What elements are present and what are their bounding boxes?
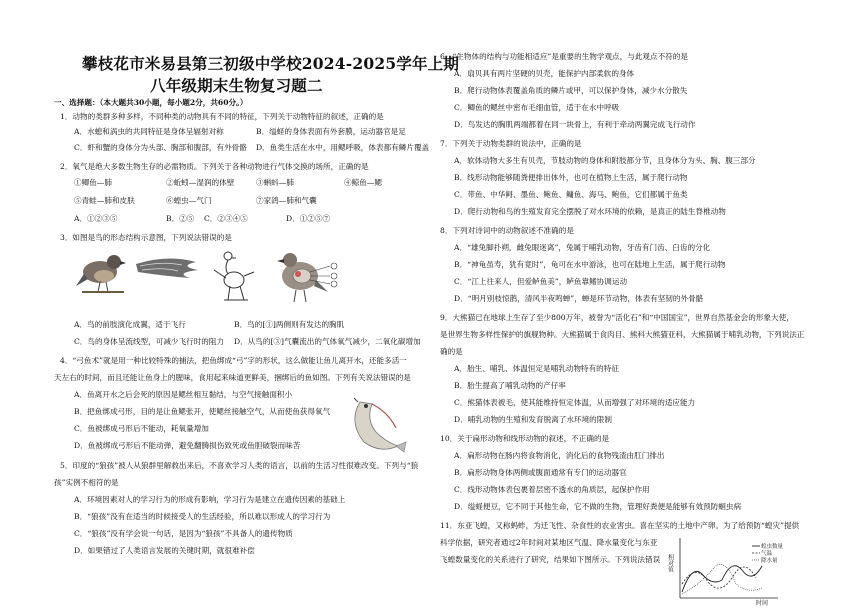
q11-stem-1: 11．东亚飞蝗，又称蚂蚱，为迁飞性、杂食性的农业害虫。喜在坚实的土地中产卵。为了给预防“蝗灾”提供 — [440, 521, 800, 530]
q2-item-7: ⑦家鸽—肺和气囊 — [256, 196, 317, 205]
q7-option-a: A．软体动物大多生有贝壳，节肢动物的身体和附肢都分节，且身体分为头、胸、腹三部分 — [454, 156, 756, 165]
q2-item-6: ⑥蝗虫—气门 — [166, 196, 212, 205]
q9-option-c: C．熊猫体表被毛，使其能维持恒定体温，从而增强了对环境的适应能力 — [454, 398, 696, 407]
q8-option-d: D．“明月别枝惊鹊，清风半夜鸣蝉”，蝉是环节动物，体表有坚韧的外骨骼 — [454, 294, 704, 303]
chart-legend-temperature: 气温 — [761, 551, 773, 557]
q9-option-d: D．哺乳动物的生殖和发育脱离了水环境的限制 — [454, 415, 612, 424]
q8-option-b: B．“神龟虽寿，犹有竟时”，龟可在水中游泳，也可在陆地上生活，属于爬行动物 — [454, 260, 726, 269]
q4-option-d: D．鱼被绑成弓形后不能动弹，避免翻腾损伤致死或鱼胆破裂而味苦 — [74, 441, 301, 450]
q10-option-a: A．扁形动物在肠内将食物消化，消化后的食物残渣由肛门排出 — [454, 451, 665, 460]
q7-option-d: D．爬行动物和鸟的生殖发育完全摆脱了对水环境的依赖，是真正的陆生脊椎动物 — [454, 207, 726, 216]
q6-option-a: A．扇贝具有两片坚硬的贝壳，能保护内部柔软的身体 — [454, 69, 635, 78]
q6-option-c: C．鲫鱼的鳃丝中密布毛细血管，适于在水中呼吸 — [454, 103, 620, 112]
q10-option-b: B．扁形动物身体两侧或腹面通常有专门的运动器官 — [454, 468, 627, 477]
title-line-2: 八年级期末生物复习题二 — [150, 76, 323, 95]
bird-internal-image — [277, 253, 337, 302]
q10-option-c: C．线形动物体表包裹着层密不透水的角质层，起保护作用 — [454, 485, 650, 494]
q1-option-b: B．缢蛏的身体表面有外套膜，运动器官是足 — [256, 127, 406, 136]
q3-option-a: A．鸟的前肢演化成翼，适于飞行 — [74, 320, 186, 329]
title-line-1: 攀枝花市米易县第三初级中学校2024-2025学年上期 — [82, 54, 460, 73]
q9-option-a: A．胎生、哺乳、体温恒定是哺乳动物特有的特征 — [454, 364, 619, 373]
q3-option-d: D．从鸟的[③]气囊流出的气体氧气减少，二氧化碳增加 — [234, 337, 421, 346]
chart-legend — [752, 542, 784, 564]
section-heading: 一、选择题：（本大题共30小题，每小题2分，共60分。） — [54, 98, 248, 107]
bird-skeleton-image — [214, 252, 254, 300]
q2-option-b: B．②⑤ — [166, 214, 195, 223]
q1-option-a: A．水螅和涡虫的共同特征是身体呈辐射对称 — [74, 127, 224, 136]
q1-option-c: C．虾和蟹的身体分为头部、胸部和腹部，有外骨骼 — [74, 143, 247, 152]
chart-legend-locust: 蝗虫数量 — [761, 544, 784, 550]
chart-ylabel: 相对值 — [666, 554, 674, 572]
q9-option-b: B．胎生提高了哺乳动物的产仔率 — [454, 381, 566, 390]
q2-item-2: ②蚯蚓—湿润的体壁 — [166, 178, 235, 187]
q9-stem-1: 9．大熊猫已在地球上生存了至少800万年，被誉为“活化石”和“中国国宝”，世界自然基金会的形象大使， — [440, 313, 794, 322]
q6-option-b: B．爬行动物体表覆盖角质的鳞片或甲，可以保护身体，减少水分散失 — [454, 86, 688, 95]
q7-option-b: B．线形动物能够随粪便排出体外，也可在植物上生活，属于爬行动物 — [454, 173, 688, 182]
q10-stem: 10．关于扁形动物和线形动物的叙述，不正确的是 — [440, 434, 610, 443]
q3-option-c: C．鸟的身体呈流线型，可减少飞行时的阻力 — [74, 337, 225, 346]
q2-option-c: C．②③④⑤ — [204, 214, 248, 223]
bird-structure-figure — [78, 246, 348, 308]
chart-legend-rainfall: 降水量 — [761, 558, 778, 564]
q9-stem-3: 确的是 — [440, 347, 463, 356]
bird-wing-image — [136, 258, 198, 278]
q5-option-c: C．“狼孩”没有学会说一句话，是因为“狼孩”不具备人的遗传物质 — [74, 529, 293, 538]
q5-option-b: B．“狼孩”没有在适当的时候接受人的生活经验，所以难以形成人的学习行为 — [74, 512, 331, 521]
q2-item-3: ③蝌蚪—肺 — [256, 178, 294, 187]
q2-option-d: D．①②⑤⑦ — [286, 214, 331, 223]
q9-stem-2: 是世界生物多样性保护的旗舰物种。大熊猫属于食肉目、熊科大熊猫亚科，大熊猫属于哺乳动物，下列说法正 — [440, 330, 805, 339]
q7-stem: 7．下列关于动物类群的说法中，正确的是 — [440, 139, 582, 148]
q5-option-a: A．环境因素对人的学习行为的形成有影响，学习行为是建立在遗传因素的基础上 — [74, 495, 346, 504]
q2-item-5: ⑤青蛙—肺和皮肤 — [74, 196, 135, 205]
perched-bird-image — [76, 255, 126, 292]
q7-option-c: C．带鱼、中华鲟、墨鱼、鲍鱼、鳙鱼、海马、鲍鱼，它们都属于鱼类 — [454, 190, 688, 199]
q11-stem-2: 科学依据，研究者通过2年时间对某地区气温、降水量变化与东亚 — [440, 538, 658, 547]
q5-stem-1: 5．印度的“狼孩”被人从狼群里解救出来后，不喜欢学习人类的语言，以前的生活习性很难改变。下列与“狼 — [60, 461, 419, 470]
q8-option-c: C．“江上往来人，但爱鲈鱼美”，鲈鱼靠鳍协调运动 — [454, 277, 628, 286]
q2-item-1: ①鲫鱼—肺 — [74, 178, 112, 187]
q4-option-b: B．把鱼绑成弓形，目的是让鱼鳃张开，使鳃丝接触空气，从而使鱼获得氧气 — [74, 407, 331, 416]
bow-fish-figure — [346, 392, 410, 458]
q2-stem: 2．氧气是绝大多数生物生存的必需物质。下列关于各种动物进行气体交换的场所，正确的是 — [60, 162, 369, 171]
q1-option-d: D．鱼类生活在水中，用鳃呼吸，体表都有鳞片覆盖 — [256, 143, 430, 152]
q3-option-b: B．鸟的[①]两侧则有发达的胸肌 — [234, 320, 345, 329]
q10-option-d: D．缢蛏便豆，它不同于其他生命，它不做的生物，管理好粪便是能够有效预防蛔虫病 — [454, 502, 742, 511]
q5-option-d: D．如果错过了人类语言发展的关键时期，就很难补偿 — [74, 546, 255, 555]
q4-option-c: C．鱼被绑成弓形后不能动，耗氧量增加 — [74, 424, 209, 433]
q4-option-a: A．鱼离开水之后会死的原因是鳃丝相互黏结，与空气接触面积小 — [74, 390, 293, 399]
q3-stem: 3．如图是鸟的形态结构示意图，下列说法错误的是 — [60, 233, 232, 242]
q8-stem: 8．下列对诗词中的动物叙述不准确的是 — [440, 226, 574, 235]
q4-stem-1: 4．“弓鱼术”就是用一种比较特殊的捕法，把鱼绑成“弓”字的形状，这么做能让鱼儿离开水，还能多活一 — [60, 356, 407, 365]
q6-option-d: D．鸟发达的胸肌两端都着在同一块骨上，有利于牵动两翼完成飞行动作 — [454, 120, 696, 129]
q2-option-a: A．①②③⑤ — [74, 214, 118, 223]
q4-stem-2: 天左右的时间，而且还能让鱼身上的腥味，食用起来味道更鲜美，捆绑后的鱼如图。下列有关说法错误的是 — [54, 373, 411, 382]
q5-stem-2: 孩”实例不相符的是 — [54, 478, 119, 487]
chart-temperature-line — [682, 567, 756, 588]
q8-option-a: A．“雄兔脚扑朔，雌兔眼迷离”，兔属于哺乳动物，牙齿有门齿、臼齿的分化 — [454, 243, 711, 252]
q11-stem-3: 飞蝗数量变化的关系进行了研究，结果如下图所示。下列说法错误 — [440, 555, 661, 564]
chart-xlabel: 时间 — [756, 600, 769, 607]
q6-stem: 6．“生物体的结构与功能相适应”是重要的生物学观点，与此观点不符的是 — [440, 52, 688, 61]
q1-stem: 1．动物的类群多种多样，不同种类的动物具有不同的特征，下列关于动物特征的叙述，正确的是 — [60, 112, 384, 121]
q2-item-4: ④鲸鱼—鳃 — [344, 178, 382, 187]
locust-chart — [668, 534, 788, 606]
